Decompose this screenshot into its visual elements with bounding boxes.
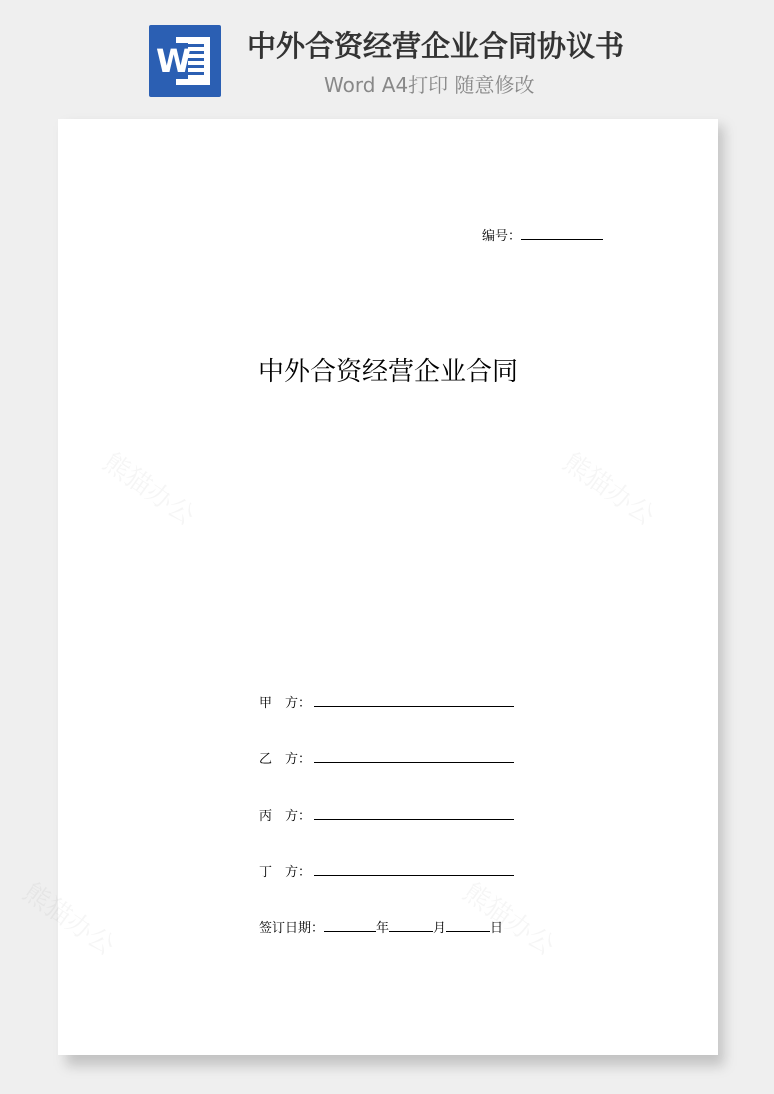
- party-row-d: [259, 863, 514, 882]
- party-label: 丙 方：: [259, 809, 312, 824]
- sign-date-label: 签订日期：: [259, 921, 325, 936]
- document-page: [58, 119, 718, 1055]
- document-number-label: 编号：: [482, 229, 522, 244]
- page-subtitle: Word A4打印 随意修改: [324, 73, 535, 97]
- word-letter-icon: W: [156, 42, 192, 80]
- party-blank: [314, 863, 514, 876]
- word-icon: [149, 25, 221, 97]
- day-blank: [446, 919, 490, 932]
- watermark: [457, 873, 563, 963]
- watermark: [557, 443, 663, 533]
- contract-title: 中外合资经营企业合同: [257, 357, 518, 387]
- day-label: 日: [490, 921, 504, 936]
- month-blank: [389, 919, 433, 932]
- page-title: 中外合资经营企业合同协议书: [247, 29, 625, 63]
- party-label: 甲 方：: [259, 696, 312, 711]
- year-label: 年: [376, 921, 390, 936]
- party-row-c: [259, 807, 514, 826]
- sign-date-row: [259, 919, 503, 938]
- month-label: 月: [433, 921, 447, 936]
- party-row-a: [259, 694, 514, 713]
- document-number: [482, 225, 603, 244]
- party-blank: [314, 750, 514, 763]
- year-blank: [324, 919, 376, 932]
- party-label: 丁 方：: [259, 865, 312, 880]
- party-blank: [314, 807, 514, 820]
- watermark: [17, 873, 123, 963]
- party-label: 乙 方：: [259, 752, 312, 767]
- document-number-blank: [521, 227, 603, 240]
- header: [0, 0, 774, 110]
- watermark: [97, 443, 203, 533]
- party-row-b: [259, 750, 514, 769]
- party-blank: [314, 694, 514, 707]
